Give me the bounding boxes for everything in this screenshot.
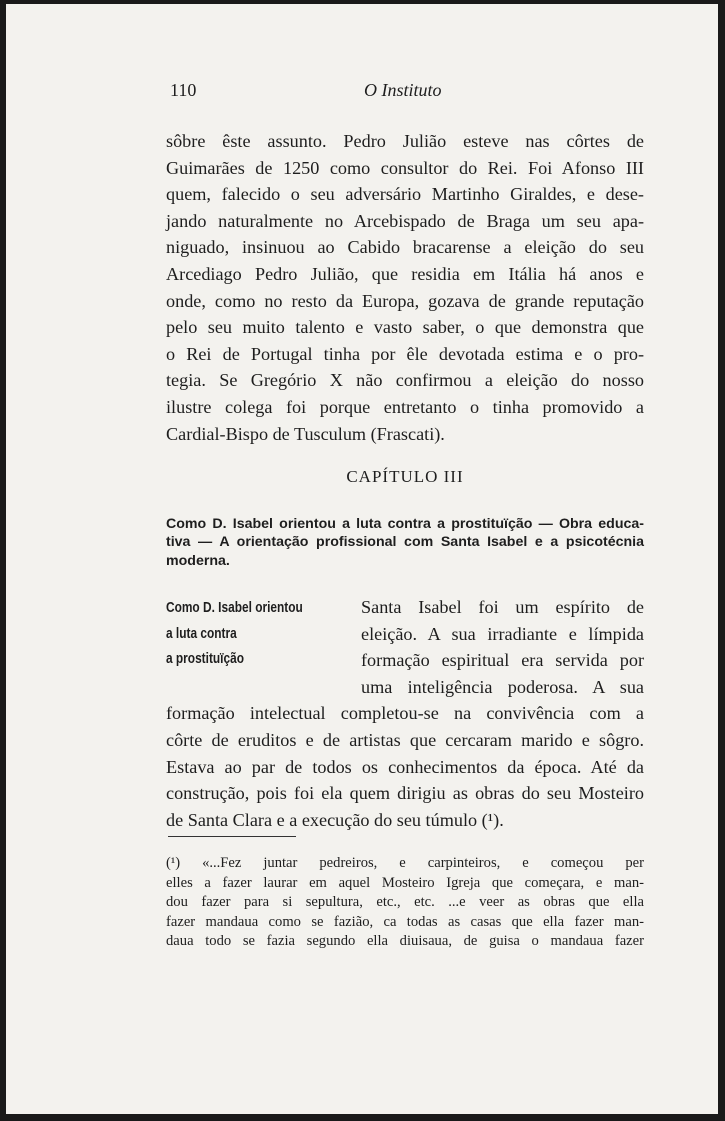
chapter-summary [166, 515, 644, 570]
text-line: Santa Isabel foi um espírito de [361, 597, 644, 617]
paragraph-1 [166, 128, 644, 447]
text-line: Arcediago Pedro Julião, que residia em Itália há anos e [166, 263, 644, 284]
page-header [166, 80, 646, 102]
summary-line: tiva — A orientação profissional com Santa Isabel e a psicotécnia [166, 534, 644, 551]
text-line: o Rei de Portugal tinha por êle devotada estima e o pro- [166, 343, 644, 364]
text-line: formação espiritual era servida por [361, 650, 644, 671]
side-note-line: a luta contra [166, 625, 237, 642]
text-line: de Santa Clara e a execução do seu túmulo (¹). [166, 809, 504, 830]
text-line: Cardial-Bispo de Tusculum (Frascati). [166, 423, 445, 444]
text-line: Guimarães de 1250 como consultor do Rei. Foi Afonso III [166, 157, 644, 178]
text-line: onde, como no resto da Europa, gozava de grande reputação [166, 290, 644, 311]
text-line: uma inteligência poderosa. A sua [361, 676, 644, 697]
paragraph-2 [166, 594, 644, 833]
footnote-line: fazer mandaua como se fazião, ca todas as casas que ella fazer man- [166, 913, 644, 930]
text-line: pelo seu muito talento e vasto saber, o que demonstra que [166, 317, 644, 338]
text-line: niguado, insinuou ao Cabido bracarense a eleição do seu [166, 237, 644, 258]
footnote-divider [168, 836, 296, 837]
chapter-heading: CAPÍTULO III [346, 467, 464, 486]
text-line: quem, falecido o seu adversário Martinho Giraldes, e dese- [166, 184, 644, 205]
footnote-line: (¹) «...Fez juntar pedreiros, e carpinteiros, e começou per [166, 855, 644, 871]
text-line: eleição. A sua irradiante e límpida [361, 623, 644, 644]
text-line: Estava ao par de todos os conhecimentos da época. Até da [166, 756, 644, 777]
running-title: O Instituto [364, 80, 442, 100]
footnote-line: elles a fazer laurar em aquel Mosteiro Igreja que começara, e man- [166, 874, 644, 891]
text-line: formação intelectual completou-se na convivência com a [166, 703, 644, 724]
text-line: côrte de eruditos e de artistas que cercaram marido e sôgro. [166, 729, 644, 750]
text-line: jando naturalmente no Arcebispado de Braga um seu apa- [166, 210, 644, 231]
summary-line: Como D. Isabel orientou a luta contra a prostituïção — Obra educa- [166, 516, 644, 532]
side-note-line: Como D. Isabel orientou [166, 600, 303, 616]
summary-line: moderna. [166, 552, 230, 569]
side-note-line: a prostituïção [166, 651, 244, 667]
footnote-line: dou fazer para si sepultura, etc., etc. ...e veer as obras que ella [166, 894, 644, 911]
page-number: 110 [170, 80, 197, 100]
text-line: sôbre êste assunto. Pedro Julião esteve nas côrtes de [166, 131, 644, 151]
text-line: ilustre colega foi porque entretanto o tinha promovido a [166, 396, 644, 417]
book-page [6, 4, 718, 1114]
text-line: construção, pois foi ela quem dirigiu as obras do seu Mosteiro [166, 783, 644, 804]
footnote [166, 854, 644, 952]
footnote-line: daua todo se fazia segundo ella diuisaua, de guisa o mandaua fazer [166, 933, 644, 950]
text-line: tegia. Se Gregório X não confirmou a eleição do nosso [166, 370, 644, 391]
